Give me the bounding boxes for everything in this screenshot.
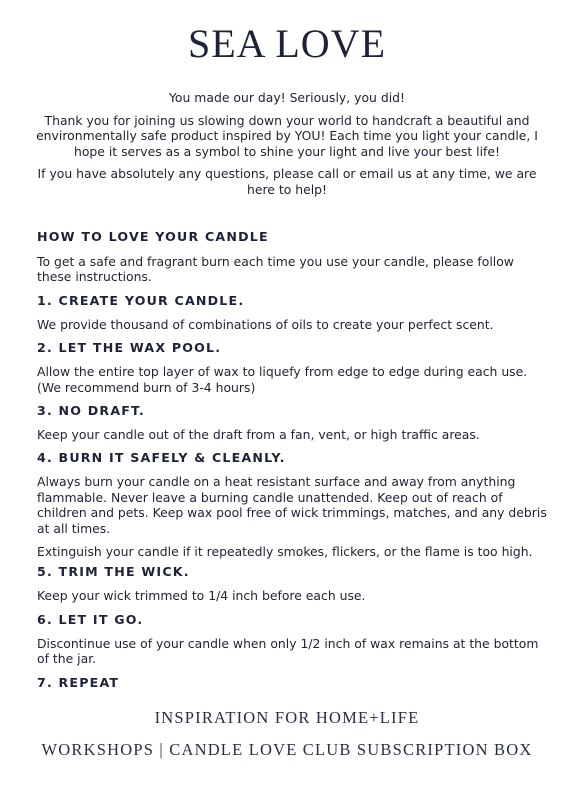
section-text: Keep your candle out of the draft from a fan, vent, or high traffic areas. <box>37 427 480 443</box>
intro-line-2: Thank you for joining us slowing down your world to handcraft a beautiful and environmentally safe product inspired by YOU! Each time you light your candle, I hope it serves as a symbol to shine your light and live your best life! <box>36 112 538 159</box>
care-intro: To get a safe and fragrant burn each time you use your candle, please follow these instructions. <box>37 254 514 285</box>
intro-line-3: If you have absolutely any questions, please call or email us at any time, we are here to help! <box>37 166 537 197</box>
section-title: 7. REPEAT <box>37 674 120 690</box>
section-text: Keep your wick trimmed to 1/4 inch before each use. <box>37 588 366 604</box>
footer-tagline: INSPIRATION FOR HOME+LIFE <box>154 708 420 727</box>
intro-message <box>36 90 538 204</box>
brand-logo-text: SEA LOVE <box>188 21 386 66</box>
footer-services: WORKSHOPS | CANDLE LOVE CLUB SUBSCRIPTION BOX <box>41 740 533 759</box>
care-heading: HOW TO LOVE YOUR CANDLE <box>37 229 269 244</box>
section-title: 2. LET THE WAX POOL. <box>37 340 222 356</box>
section-title: 4. BURN IT SAFELY & CLEANLY. <box>37 450 286 466</box>
section-title: 1. CREATE YOUR CANDLE. <box>37 292 245 308</box>
section-text: Extinguish your candle if it repeatedly smokes, flickers, or the flame is too high. <box>37 544 533 560</box>
care-instructions <box>37 229 547 699</box>
section-text: Always burn your candle on a heat resistant surface and away from anything flammable. Never leave a burning candle unattended. Keep out of reach of children and pets. Keep wax pool free of wick trimmings, matches, and any debris at all times. <box>37 474 547 536</box>
section-title: 5. TRIM THE WICK. <box>37 564 190 580</box>
section-text: We provide thousand of combinations of oils to create your perfect scent. <box>37 316 494 332</box>
intro-line-1: You made our day! Seriously, you did! <box>169 90 405 105</box>
section-title: 3. NO DRAFT. <box>37 403 145 419</box>
section-title: 6. LET IT GO. <box>37 611 144 627</box>
section-text: Discontinue use of your candle when only 1/2 inch of wax remains at the bottom of the jar. <box>37 635 539 667</box>
section-text: Allow the entire top layer of wax to liquefy from edge to edge during each use. (We recommend burn of 3-4 hours) <box>37 364 528 395</box>
